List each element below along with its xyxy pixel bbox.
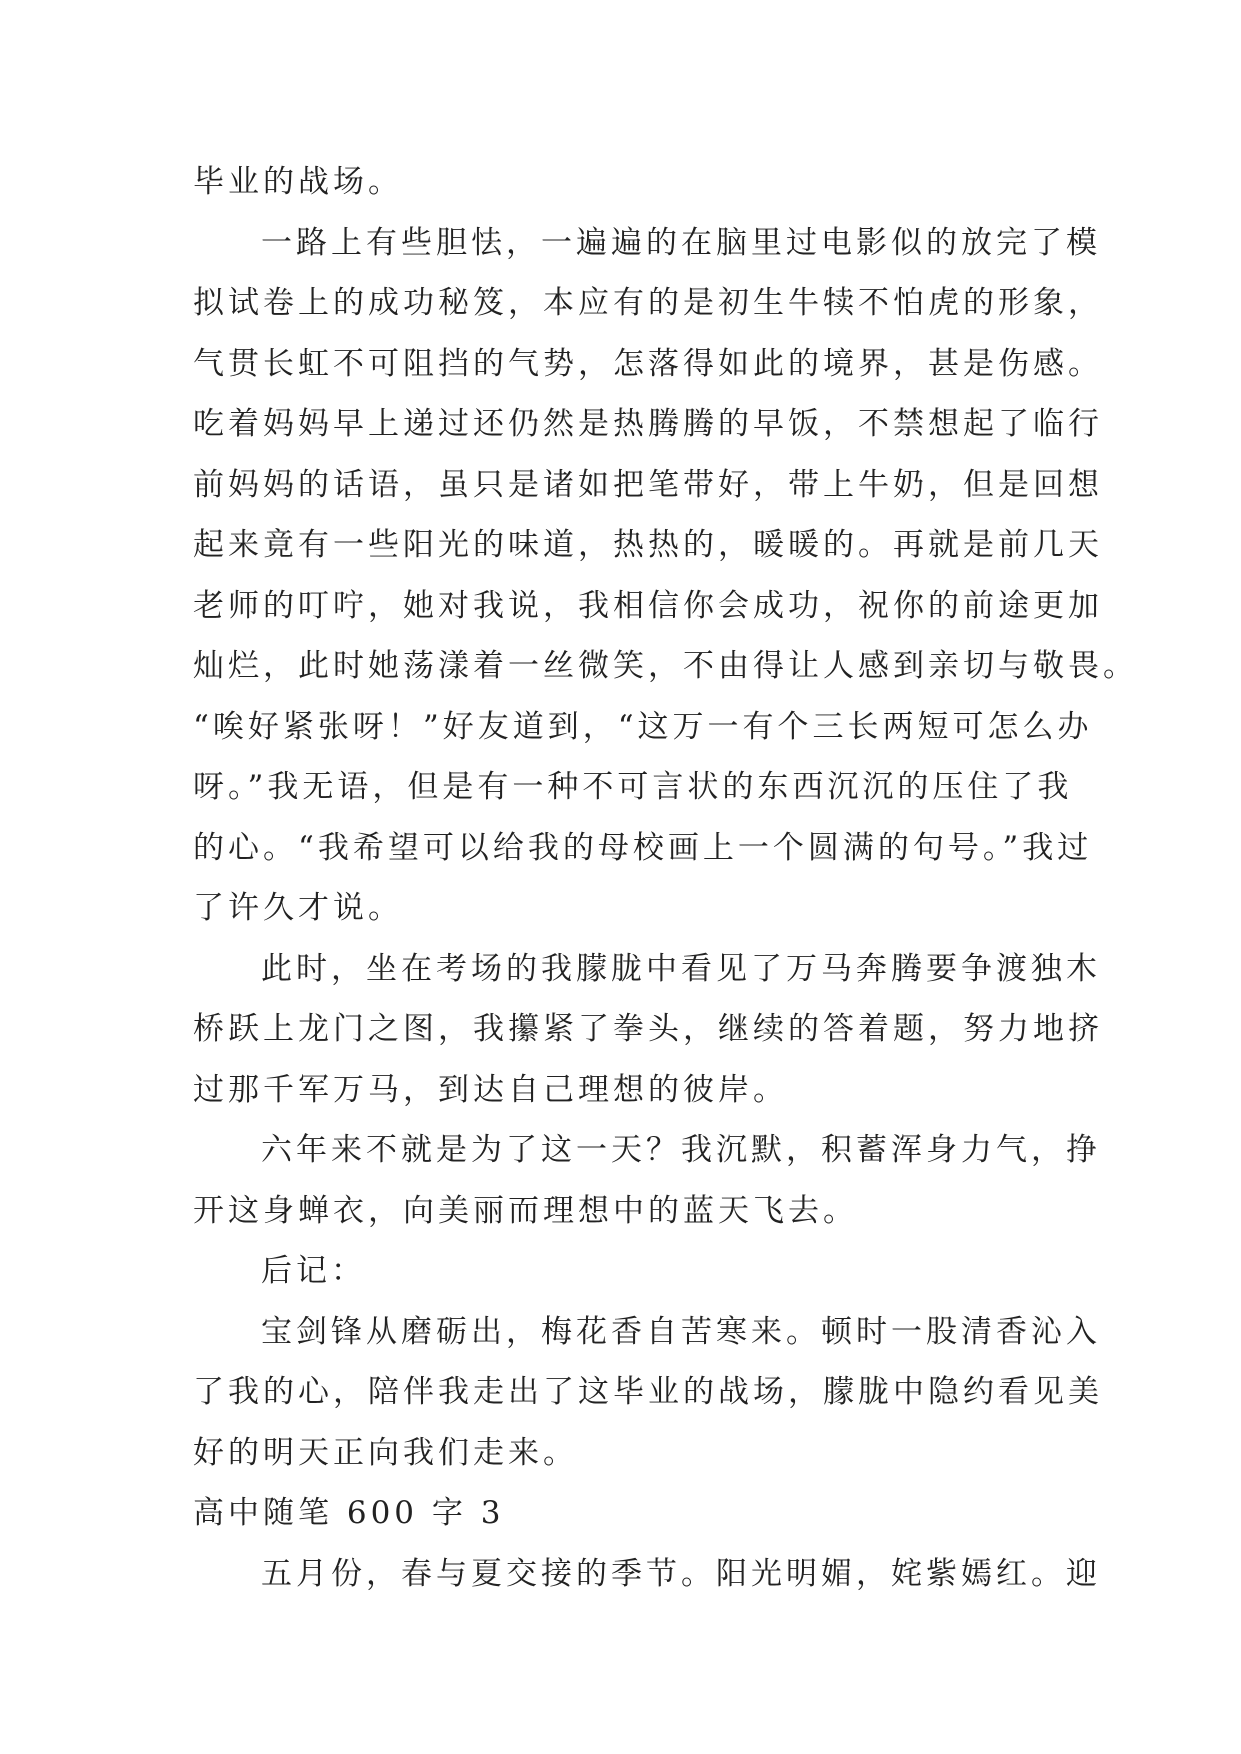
text-line: 桥跃上龙门之图，我攥紧了拳头，继续的答着题，努力地挤 [193,1011,1103,1047]
text-line: 后记： [261,1253,366,1289]
text-line: 宝剑锋从磨砺出，梅花香自苦寒来。顿时一股清香沁入 [261,1313,1101,1350]
text-line: 呀。”我无语，但是有一种不可言状的东西沉沉的压住了我 [193,769,1073,805]
text-line: 灿烂，此时她荡漾着一丝微笑，不由得让人感到亲切与敬畏。 [193,648,1138,684]
text-line: 了我的心，陪伴我走出了这毕业的战场，朦胧中隐约看见美 [193,1374,1103,1410]
text-line: 开这身蝉衣，向美丽而理想中的蓝天飞去。 [193,1192,858,1229]
text-line: 六年来不就是为了这一天？我沉默，积蓄浑身力气，挣 [261,1132,1101,1168]
text-line: 气贯长虹不可阻挡的气势，怎落得如此的境界，甚是伤感。 [193,345,1103,382]
text-line: 前妈妈的话语，虽只是诸如把笔带好，带上牛奶，但是回想 [193,466,1103,503]
text-line: 此时，坐在考场的我朦胧中看见了万马奔腾要争渡独木 [261,950,1101,987]
text-line: 五月份，春与夏交接的季节。阳光明媚，姹紫嫣红。迎 [261,1555,1101,1592]
text-line: 一路上有些胆怯，一遍遍的在脑里过电影似的放完了模 [261,224,1101,261]
text-line: 起来竟有一些阳光的味道，热热的，暖暖的。再就是前几天 [193,527,1103,563]
text-line: 了许久才说。 [193,890,403,926]
text-line: “唉好紧张呀！”好友道到，“这万一有个三长两短可怎么办 [193,708,1093,745]
text-line: 毕业的战场。 [193,164,403,200]
text-line: 老师的叮咛，她对我说，我相信你会成功，祝你的前途更加 [193,587,1103,624]
text-line: 好的明天正向我们走来。 [193,1434,578,1471]
text-line: 的心。“我希望可以给我的母校画上一个圆满的句号。”我过 [193,829,1093,866]
text-line: 拟试卷上的成功秘笈，本应有的是初生牛犊不怕虎的形象， [193,285,1103,321]
text-line: 过那千军万马，到达自己理想的彼岸。 [193,1071,788,1108]
text-line: 吃着妈妈早上递过还仍然是热腾腾的早饭，不禁想起了临行 [193,406,1103,442]
document-body [193,152,1138,1604]
section-heading: 高中随笔 600 字 3 [193,1495,505,1531]
